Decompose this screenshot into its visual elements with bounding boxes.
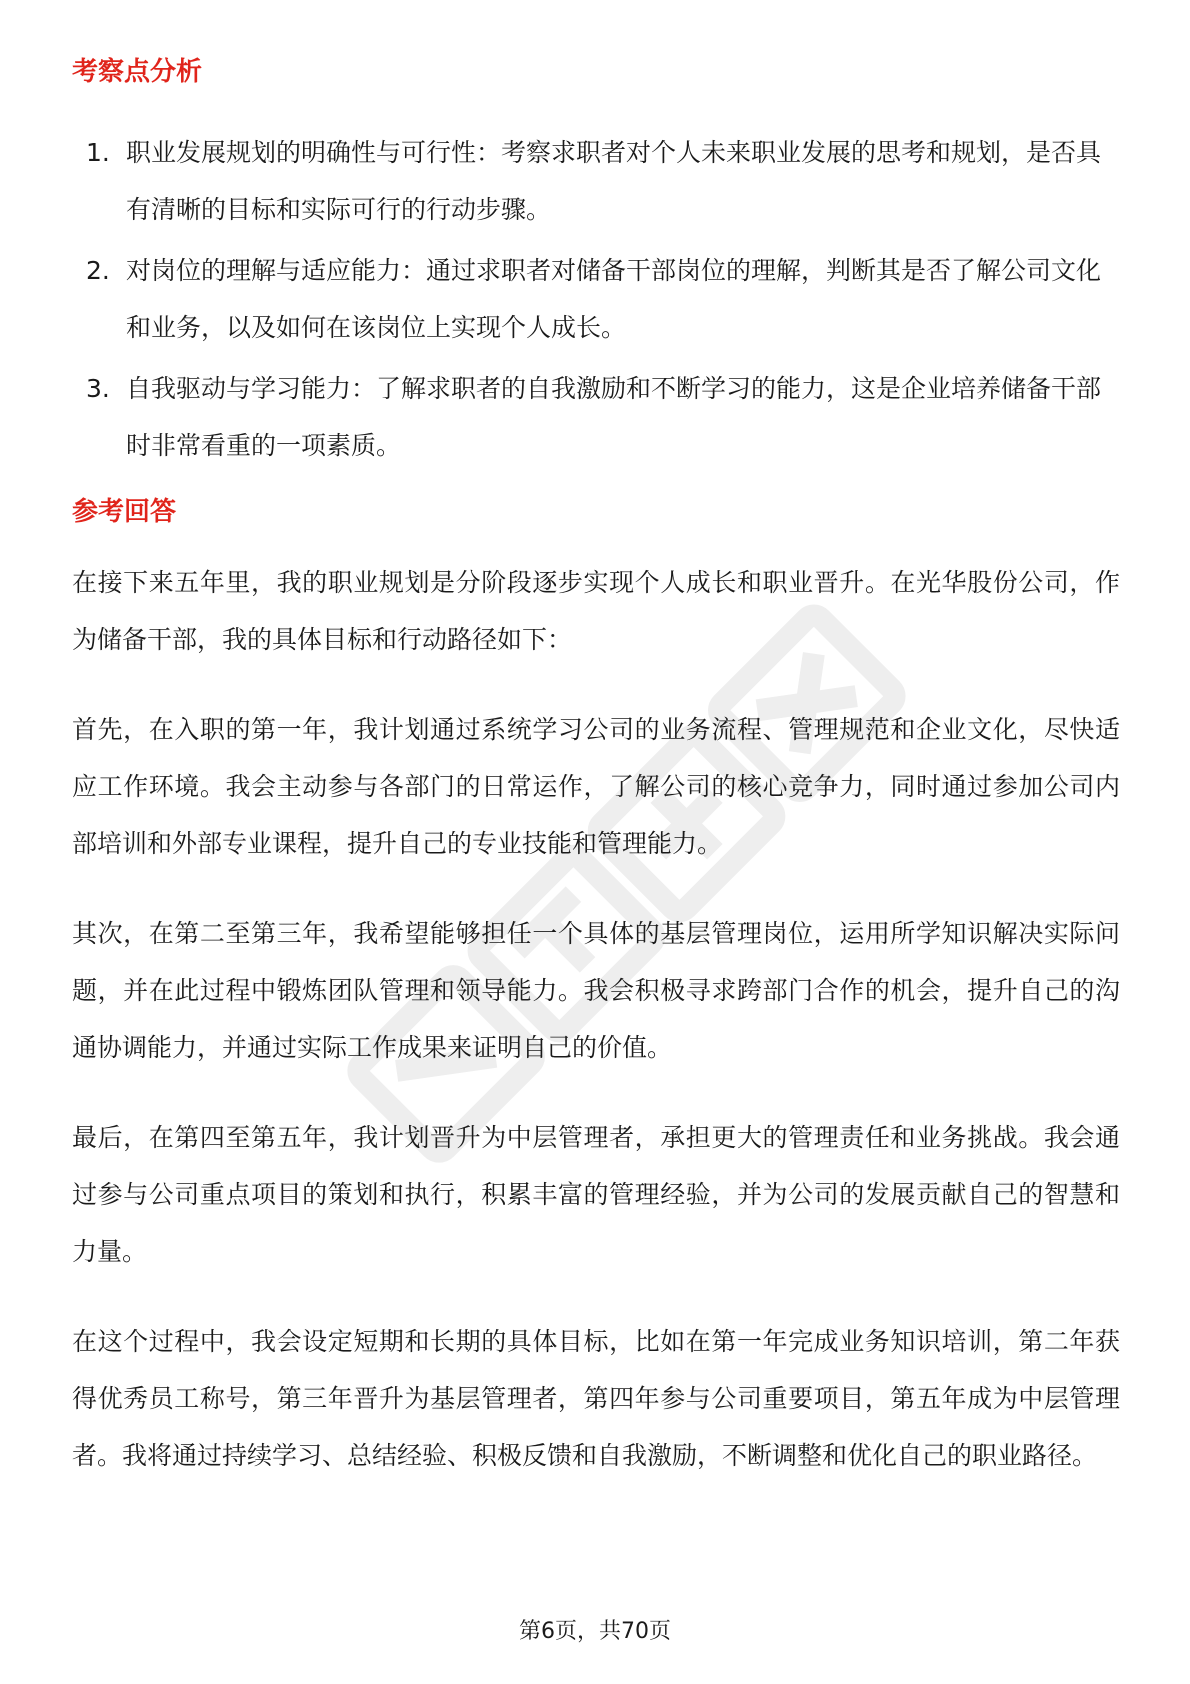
answer-paragraph: 其次，在第二至第三年，我希望能够担任一个具体的基层管理岗位，运用所学知识解决实际问题，并在此过程中锻炼团队管理和领导能力。我会积极寻求跨部门合作的机会，提升自己的沟通协调能力，并通过实际工作成果来证明自己的价值。 (72, 919, 1120, 1062)
content-area (72, 48, 1120, 1484)
answer-heading: 参考回答 (72, 497, 177, 527)
list-item-text: 职业发展规划的明确性与可行性：考察求职者对个人未来职业发展的思考和规划，是否具有清晰的目标和实际可行的行动步骤。 (126, 138, 1102, 224)
list-item-text: 自我驱动与学习能力：了解求职者的自我激励和不断学习的能力，这是企业培养储备干部时非常看重的一项素质。 (126, 374, 1102, 460)
list-number: 3. (86, 374, 110, 403)
answer-body (72, 554, 1120, 1484)
answer-paragraph: 在接下来五年里，我的职业规划是分阶段逐步实现个人成长和职业晋升。在光华股份公司，作为储备干部，我的具体目标和行动路径如下： (72, 568, 1120, 654)
analysis-list-item (72, 360, 1120, 474)
analysis-list (72, 124, 1120, 474)
answer-paragraph: 首先，在入职的第一年，我计划通过系统学习公司的业务流程、管理规范和企业文化，尽快适应工作环境。我会主动参与各部门的日常运作，了解公司的核心竞争力，同时通过参加公司内部培训和外部专业课程，提升自己的专业技能和管理能力。 (72, 715, 1120, 858)
analysis-list-item (72, 242, 1120, 356)
list-number: 2. (86, 256, 110, 285)
answer-paragraph: 最后，在第四至第五年，我计划晋升为中层管理者，承担更大的管理责任和业务挑战。我会通过参与公司重点项目的策划和执行，积累丰富的管理经验，并为公司的发展贡献自己的智慧和力量。 (72, 1123, 1120, 1266)
answer-paragraph: 在这个过程中，我会设定短期和长期的具体目标，比如在第一年完成业务知识培训，第二年获得优秀员工称号，第三年晋升为基层管理者，第四年参与公司重要项目，第五年成为中层管理者。我将通过持续学习、总结经验、积极反馈和自我激励，不断调整和优化自己的职业路径。 (72, 1327, 1120, 1470)
list-item-text: 对岗位的理解与适应能力：通过求职者对储备干部岗位的理解，判断其是否了解公司文化和业务，以及如何在该岗位上实现个人成长。 (126, 256, 1102, 342)
list-number: 1. (86, 138, 110, 167)
page-number-footer: 第6页，共70页 (519, 1619, 671, 1644)
analysis-list-item (72, 124, 1120, 238)
analysis-heading: 考察点分析 (72, 57, 203, 87)
